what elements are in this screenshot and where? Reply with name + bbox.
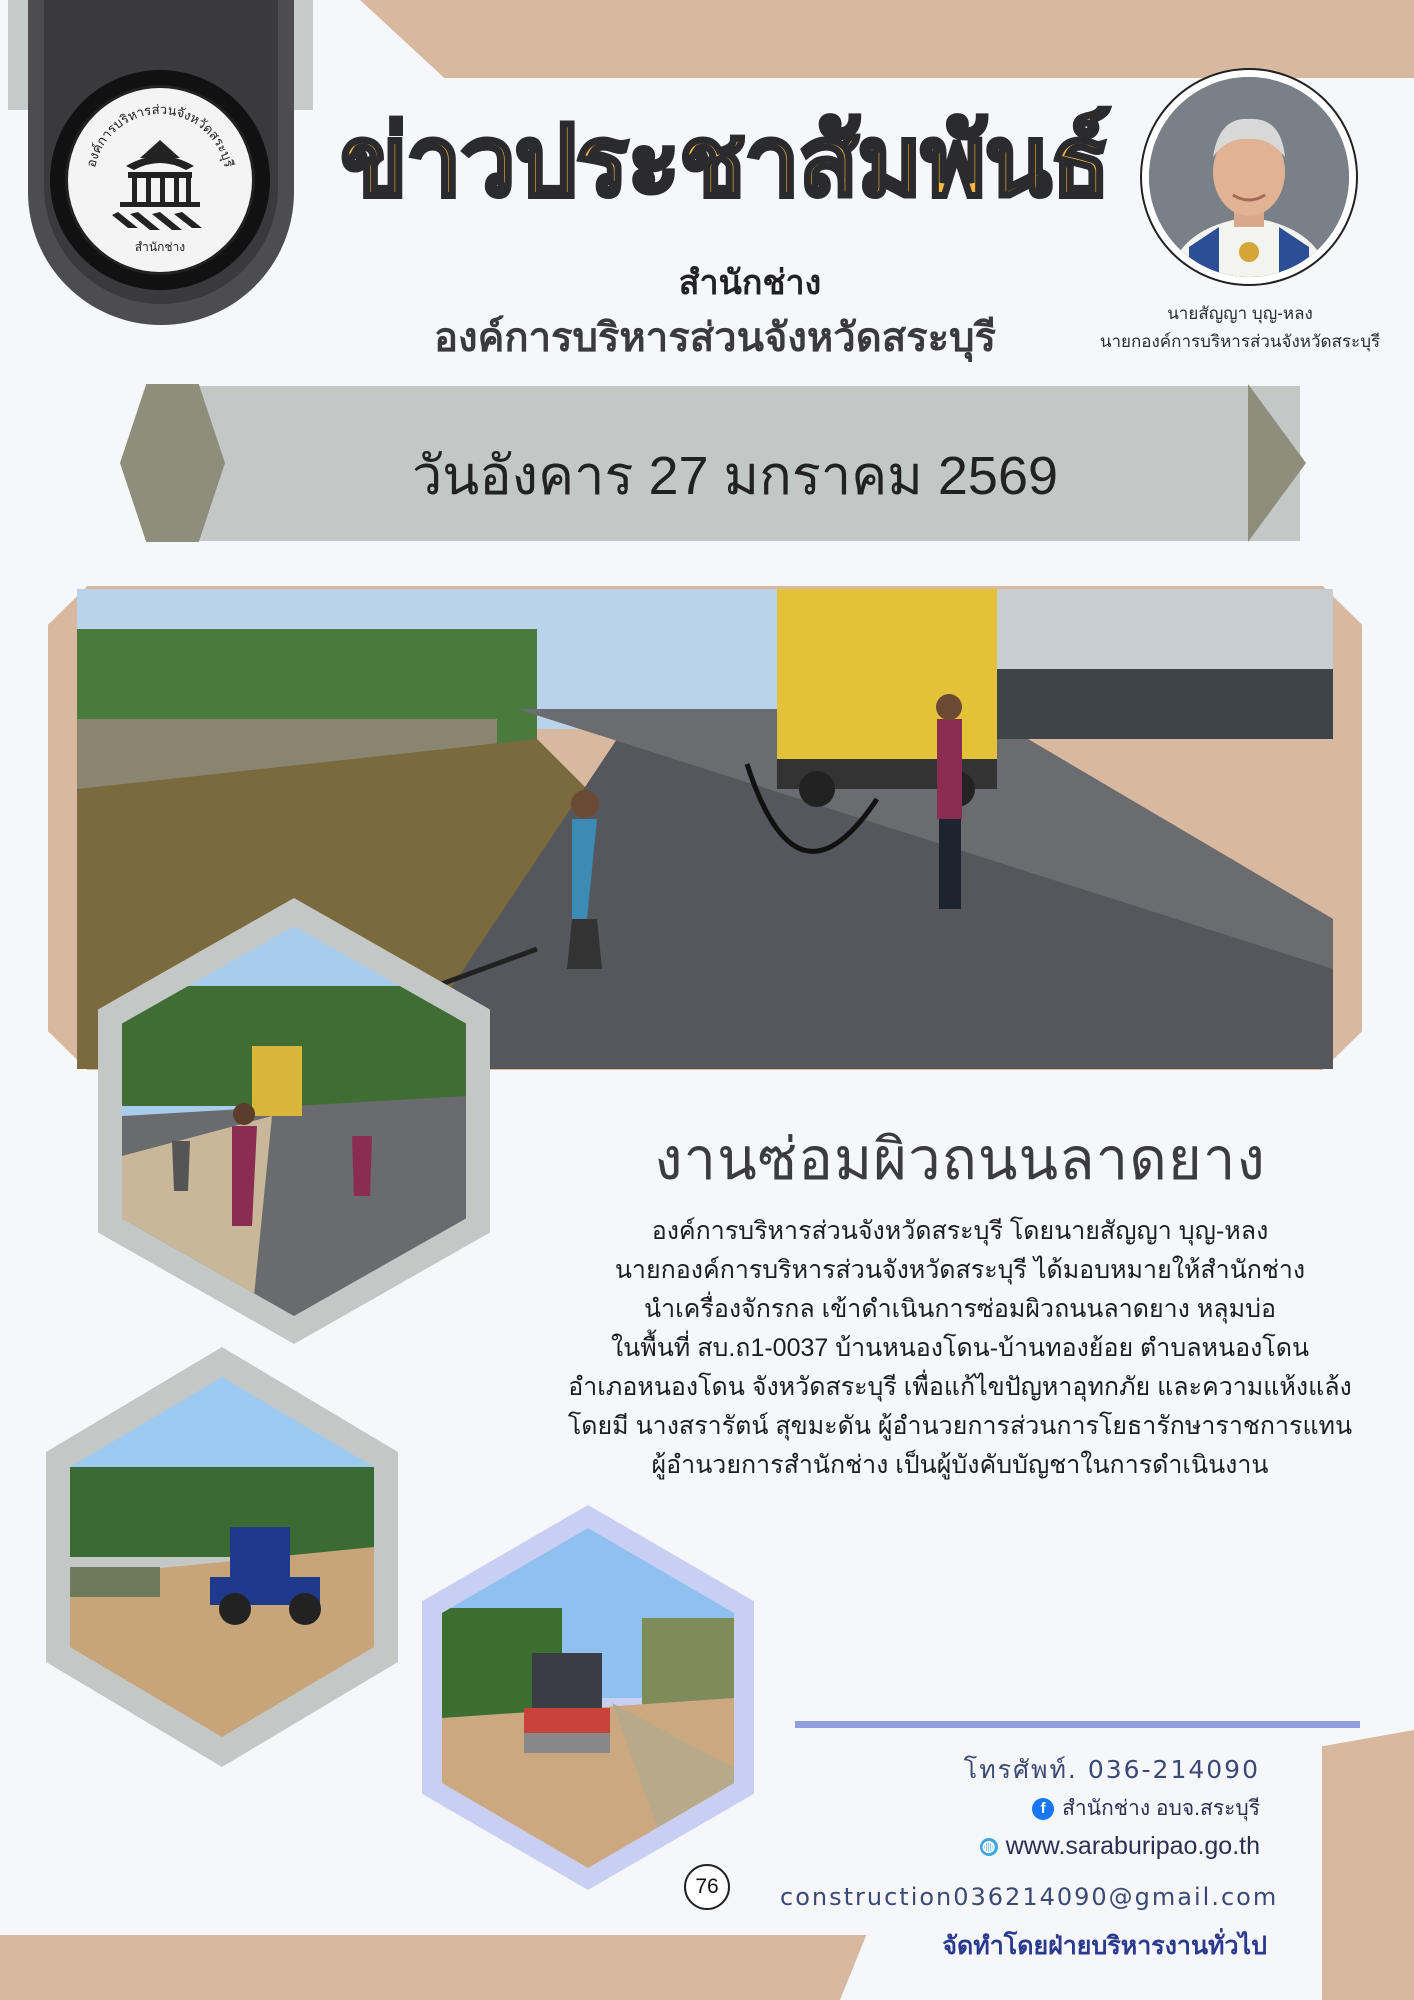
official-position: นายกองค์การบริหารส่วนจังหวัดสระบุรี	[1099, 332, 1381, 351]
contact-divider	[795, 1721, 1360, 1728]
organization-logo	[50, 70, 270, 290]
official-portrait	[1140, 68, 1358, 286]
article-line: โดยมี นางสรารัตน์ สุขมะดัน ผู้อำนวยการส่วนการโยธารักษาราชการแทน	[567, 1412, 1353, 1440]
made-by: จัดทำโดยฝ่ายบริหารงานทั่วไป	[942, 1932, 1267, 1960]
contact-website[interactable]	[860, 1832, 1260, 1861]
logo-ring-text: องค์การบริหารส่วนจังหวัดสระบุรี	[83, 101, 237, 169]
contact-email[interactable]: construction036214090@gmail.com	[780, 1883, 1279, 1911]
official-name: นายสัญญา บุญ-หลง	[1167, 304, 1313, 323]
page-title: ข่าวประชาสัมพันธ์	[340, 106, 1110, 216]
facebook-icon: f	[1032, 1798, 1054, 1820]
top-decoration	[360, 0, 1414, 78]
website-label: www.saraburipao.go.th	[1005, 1832, 1260, 1860]
article-line: นายกองค์การบริหารส่วนจังหวัดสระบุรี ได้มอบหมายให้สำนักช่าง	[614, 1256, 1306, 1284]
article-line: ในพื้นที่ สบ.ถ1-0037 บ้านหนองโดน-บ้านทองย้อย ตำบลหนองโดน	[610, 1334, 1310, 1362]
article-line: ผู้อำนวยการสำนักช่าง เป็นผู้บังคับบัญชาในการดำเนินงาน	[651, 1451, 1269, 1479]
article-line: องค์การบริหารส่วนจังหวัดสระบุรี โดยนายสัญญา บุญ-หลง	[651, 1217, 1269, 1245]
article-line: นำเครื่องจักรกล เข้าดำเนินการซ่อมผิวถนนลาดยาง หลุมบ่อ	[644, 1295, 1276, 1323]
contact-phone: โทรศัพท์. 036-214090	[963, 1755, 1260, 1784]
logo-bottom-text: สำนักช่าง	[134, 240, 186, 254]
article-headline: งานซ่อมผิวถนนลาดยาง	[654, 1125, 1266, 1193]
globe-icon: ◍	[980, 1838, 998, 1856]
contact-facebook[interactable]	[860, 1792, 1260, 1825]
page-number: 76	[684, 1864, 730, 1910]
article-line: อำเภอหนองโดน จังหวัดสระบุรี เพื่อแก้ไขปัญหาอุทกภัย และความแห้งแล้ง	[568, 1373, 1352, 1401]
organization-name: องค์การบริหารส่วนจังหวัดสระบุรี	[434, 315, 996, 360]
facebook-label: สำนักช่าง อบจ.สระบุรี	[1062, 1797, 1260, 1820]
department-name: สำนักช่าง	[678, 264, 822, 302]
corner-decoration	[1322, 1730, 1414, 2000]
date-text: วันอังคาร 27 มกราคม 2569	[411, 446, 1059, 506]
article-body	[520, 1212, 1400, 1485]
